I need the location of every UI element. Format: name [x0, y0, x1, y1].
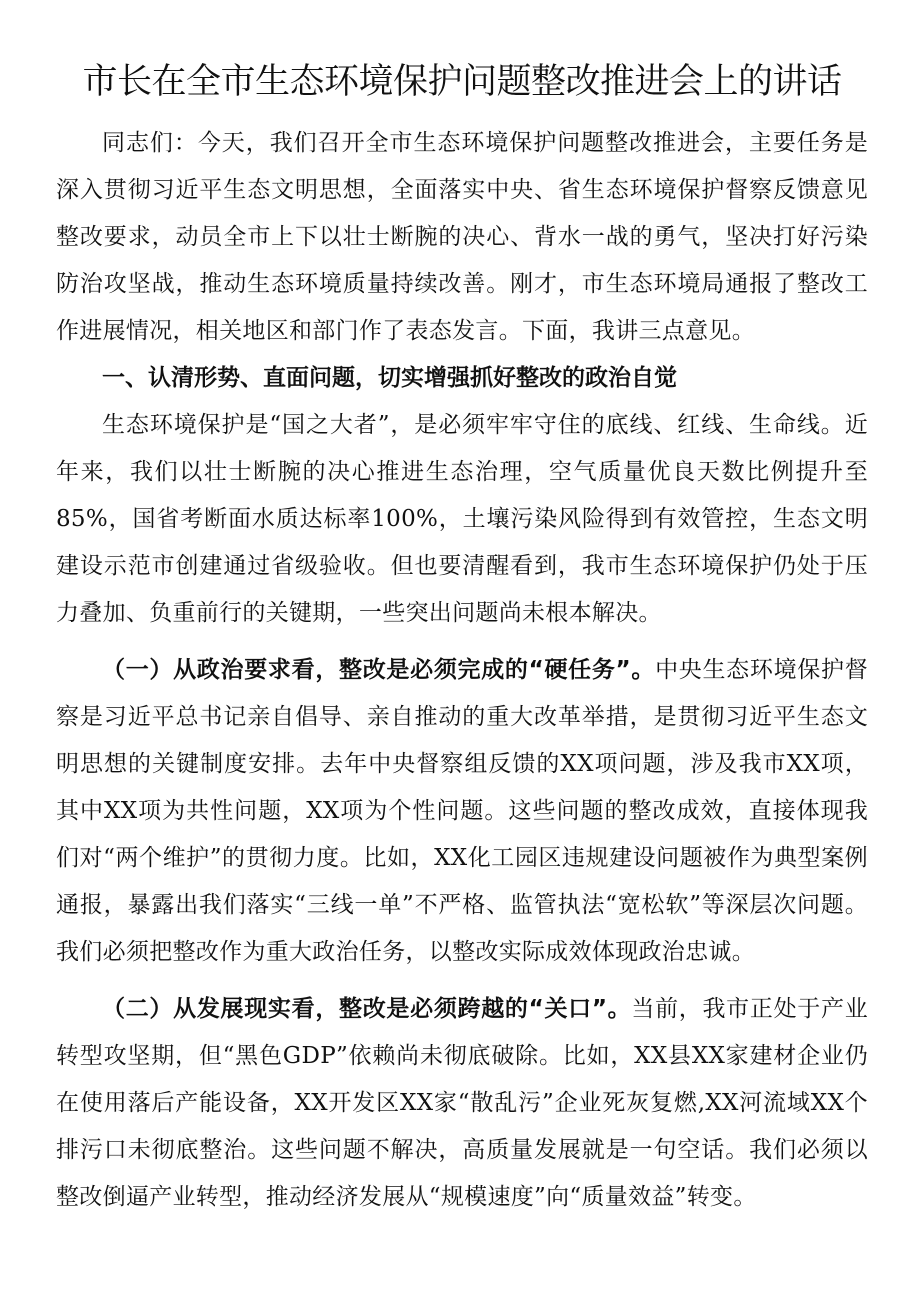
subsection-1-text: 中央生态环境保护督察是习近平总书记亲自倡导、亲自推动的重大改革举措，是贯彻习近平生态文明思想的关键制度安排。去年中央督察组反馈的XX项问题，涉及我市XX项，其中XX项为共性问题，XX项为个性问题。这些问题的整改成效，直接体现我们对“两个维护”的贯彻力度。比如，XX化工园区违规建设问题被作为典型案例通报，暴露出我们落实“三线一单”不严格、监管执法“宽松软”等深层次问题。我们必须把整改作为重大政治任务，以整改实际成效体现政治忠诚。: [56, 657, 868, 965]
subsection-2-text: 当前，我市正处于产业转型攻坚期，但“黑色GDP”依赖尚未彻底破除。比如，XX县XX家建材企业仍在使用落后产能设备，XX开发区XX家“散乱污”企业死灰复燃,XX河流域XX个排污口未彻底整治。这些问题不解决，高质量发展就是一句空话。我们必须以整改倒逼产业转型，推动经济发展从“规模速度”向“质量效益”转变。: [56, 996, 868, 1210]
subsection-2-paragraph: [56, 986, 868, 1221]
document-title: 市长在全市生态环境保护问题整改推进会上的讲话: [82, 62, 842, 102]
intro-paragraph: 同志们：今天，我们召开全市生态环境保护问题整改推进会，主要任务是深入贯彻习近平生态文明思想，全面落实中央、省生态环境保护督察反馈意见整改要求，动员全市上下以壮士断腕的决心、背水一战的勇气，坚决打好污染防治攻坚战，推动生态环境质量持续改善。刚才，市生态环境局通报了整改工作进展情况，相关地区和部门作了表态发言。下面，我讲三点意见。: [56, 130, 868, 344]
section-1-heading: 一、认清形势、直面问题，切实增强抓好整改的政治自觉: [102, 365, 677, 391]
subsection-1-lead: （一）从政治要求看，整改是必须完成的“硬任务”。: [102, 657, 656, 683]
subsection-1-paragraph: [56, 647, 868, 976]
subsection-2-lead: （二）从发展现实看，整改是必须跨越的“关口”。: [102, 996, 632, 1022]
section-1-paragraph: 生态环境保护是“国之大者”，是必须牢牢守住的底线、红线、生命线。近年来，我们以壮士断腕的决心推进生态治理，空气质量优良天数比例提升至85%，国省考断面水质达标率100%，土壤污染风险得到有效管控，生态文明建设示范市创建通过省级验收。但也要清醒看到，我市生态环境保护仍处于压力叠加、负重前行的关键期，一些突出问题尚未根本解决。: [56, 412, 868, 626]
document-page: [56, 58, 868, 1221]
